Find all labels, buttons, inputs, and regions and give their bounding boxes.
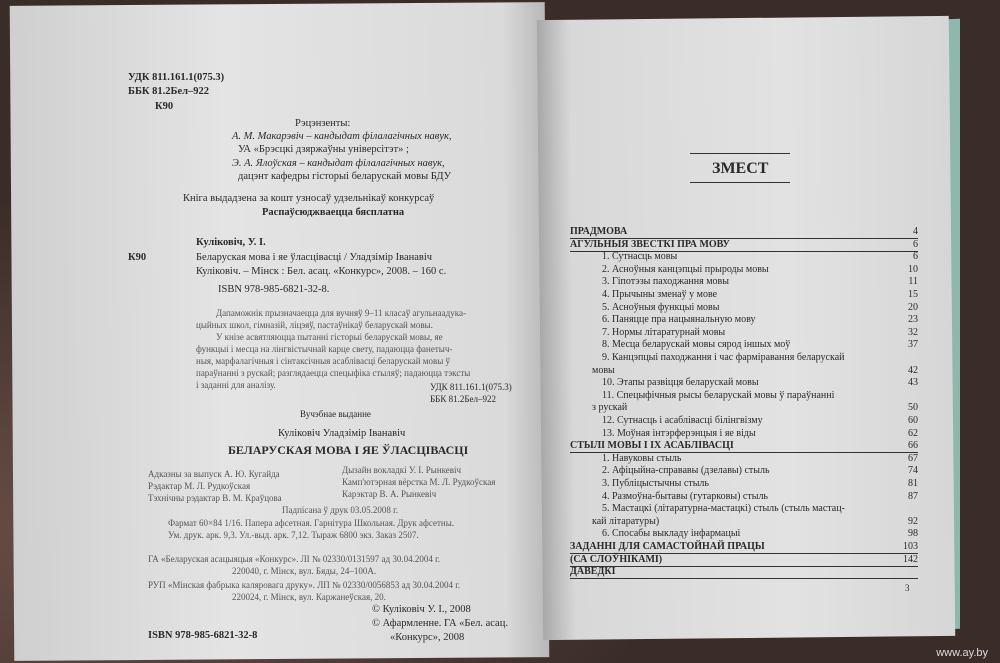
copyright-line: © Куліковіч У. І., 2008: [372, 604, 471, 615]
description-line: і заданні для аналізу.: [196, 380, 276, 390]
contents-heading: ЗМЕСТ: [712, 160, 769, 177]
isbn-bottom: ISBN 978-985-6821-32-8: [148, 630, 258, 641]
toc-entry-page: 6: [913, 251, 918, 263]
reviewers-title: Рэцэнзенты:: [295, 118, 351, 129]
toc-entry-label: 3. Публіцыстычны стыль: [602, 478, 709, 489]
catalog-pub: Куліковіч. – Мінск : Бел. асац. «Конкурс», 2008. – 160 с.: [196, 266, 447, 277]
toc-entry-label: 3. Гіпотэзы паходжання мовы: [602, 276, 729, 288]
toc-entry-label: ДАВЕДКІ: [570, 566, 616, 578]
reviewer-1-org: УА «Брэсцкі дзяржаўны універсітэт» ;: [238, 144, 409, 155]
toc-entry-page: 92: [908, 515, 918, 527]
toc-entry-label: ПРАДМОВА: [570, 226, 628, 237]
toc-entry-label: 6. Спосабы выкладу інфармацыі: [602, 528, 741, 540]
catalog-k90: К90: [128, 252, 147, 263]
toc-entry-page: 11: [908, 276, 918, 288]
udk-code-2: УДК 811.161.1(075.3): [430, 382, 512, 392]
toc-entry-label: 5. Мастацкі (літаратурна-мастацкі) стыль (стыль мастац-: [602, 503, 845, 515]
heading-rule-bottom: [690, 182, 790, 183]
toc-entry-page: 62: [908, 427, 918, 439]
toc-entry-label: СТЫЛІ МОВЫ І ІХ АСАБЛІВАСЦІ: [570, 440, 734, 452]
credit-line: Камп'ютэрная вёрстка М. Л. Рудкоўская: [342, 477, 496, 487]
published-note: Кніга выдадзена за кошт узносаў удзельнікаў конкурсаў: [183, 193, 435, 204]
toc-entry-label: 8. Месца беларускай мовы сярод іншых моў: [602, 339, 791, 351]
edition-type: Вучэбнае выданне: [300, 409, 371, 419]
description-line: ныя, марфалагічныя і сінтаксічныя асаблівасці беларускай мовы ў: [196, 356, 450, 366]
udk-code: УДК 811.161.1(075.3): [128, 72, 225, 83]
toc-entry-label: 2. Афіцыйна-справавы (дзелавы) стыль: [602, 465, 770, 477]
toc-section-rule: [570, 566, 918, 567]
toc-entry-label: мовы: [592, 364, 615, 376]
catalog-author: Кулiковіч, У. І.: [196, 237, 266, 248]
credit-line: Тэхнічны рэдактар В. М. Краўцова: [148, 493, 282, 503]
toc-entry-page: 15: [908, 289, 918, 300]
toc-entry-label: 10. Этапы развіцця беларускай мовы: [602, 377, 759, 389]
toc-entry-page: 4: [913, 226, 918, 237]
toc-entry-page: 98: [908, 528, 918, 540]
description-line: параўнанні з рускай; разглядаецца спецыфіка стыляў; падаюцца тэксты: [196, 368, 471, 378]
toc-entry-page: 50: [908, 402, 918, 414]
toc-entry-label: ЗАДАННІ ДЛЯ САМАСТОЙНАЙ ПРАЦЫ: [570, 541, 765, 552]
toc-entry-label: 13. Моўная інтэрферэнцыя і яе віды: [602, 427, 756, 439]
print-info: 220024, г. Мінск, вул. Каржанеўская, 20.: [232, 592, 386, 602]
print-info: ГА «Беларуская асацыяцыя «Конкурс». ЛІ № 02330/0131597 ад 30.04.2004 г.: [148, 554, 441, 564]
toc-entry-page: 66: [908, 440, 918, 452]
toc-entry-page: 67: [908, 452, 918, 464]
print-info: Ум. друк. арк. 9,3. Ул.-выд. арк. 7,12. Тыраж 6800 экз. Заказ 2507.: [168, 530, 419, 540]
toc-entry-label: АГУЛЬНЫЯ ЗВЕСТКІ ПРА МОВУ: [570, 238, 730, 250]
credit-line: Дызайн вокладкі У. І. Рынкевіч: [342, 465, 462, 475]
description-line: функцыі і месца на лінгвістычнай карце свету, падаюцца фанетыч-: [196, 344, 453, 354]
description-line: Дапаможнік прызначаецца для вучняў 9–11 класаў агульнаадука-: [216, 308, 466, 318]
toc-entry-page: 20: [908, 301, 918, 313]
watermark: www.ay.by: [936, 647, 988, 659]
catalog-title: Беларуская мова і яе ўласцівасці / Уладзімір Іванавіч: [196, 252, 433, 263]
credit-line: Рэдактар М. Л. Рудкоўская: [148, 481, 251, 491]
reviewer-2-org: дацэнт кафедры гісторыі беларускай мовы БДУ: [238, 171, 452, 182]
book-title: БЕЛАРУСКАЯ МОВА І ЯЕ ЎЛАСЦІВАСЦІ: [228, 443, 469, 457]
print-info: РУП «Мінская фабрыка каляровага друку». ЛП № 02330/0056853 ад 30.04.2004 г.: [148, 580, 461, 590]
toc-entry-page: 42: [908, 364, 918, 376]
print-info: Фармат 60×84 1/16. Папера афсетная. Гарнітура Школьная. Друк афсетны.: [168, 518, 455, 528]
toc-entry-page: 32: [908, 326, 918, 338]
toc-entry-page: 37: [908, 339, 918, 351]
print-info: Падпісана ў друк 03.05.2008 г.: [282, 505, 399, 515]
toc-entry-label: з рускай: [592, 402, 628, 414]
copyright-line: «Конкурс», 2008: [390, 632, 465, 643]
toc-entry-page: 103: [903, 541, 918, 552]
toc-entry-label: 1. Сутнасць мовы: [602, 251, 678, 263]
toc-entry-label: 6. Паняцце пра нацыянальную мову: [602, 314, 756, 326]
bbk-code-2: ББК 81.2Бел–922: [430, 394, 496, 404]
toc-entry-label: 4. Размоўна-бытавы (гутарковы) стыль: [602, 490, 768, 502]
credit-line: Адказны за выпуск А. Ю. Кугайда: [148, 469, 280, 479]
print-info: 220040, г. Мінск, вул. Бяды, 24–100А.: [232, 566, 377, 576]
toc-entry-page: 10: [908, 263, 918, 275]
catalog-isbn: ISBN 978-985-6821-32-8.: [218, 284, 330, 295]
reviewer-2: Э. А. Ялоўская – кандыдат філалагічных навук,: [232, 158, 445, 169]
toc-entry-label: 1. Навуковы стыль: [602, 452, 682, 464]
k90-code: К90: [155, 101, 174, 112]
toc-entry-label: 11. Спецыфічныя рысы беларускай мовы ў параўнанні: [602, 389, 835, 401]
toc-entry-label: 5. Асноўныя функцыі мовы: [602, 301, 720, 313]
toc-entry-page: 81: [908, 478, 918, 489]
page-number: 3: [905, 583, 910, 593]
toc-entry-page: 74: [908, 465, 918, 477]
toc-section-rule: [570, 578, 918, 579]
author-full: Куліковіч Уладзімір Іванавіч: [278, 428, 406, 439]
toc-entry-label: 12. Сутнасць і асаблівасці білінгвізму: [602, 415, 763, 426]
toc-entry-label: 2. Асноўныя канцэпцыі прыроды мовы: [602, 263, 769, 275]
toc-entry-label: 9. Канцэпцыі паходжання і час фарміравання беларускай: [602, 352, 845, 363]
toc-entry-page: 23: [908, 314, 918, 326]
copyright-line: © Афармленне. ГА «Бел. асац.: [372, 618, 508, 629]
toc-entry-page: 87: [908, 490, 918, 502]
free-distribution: Распаўсюджваецца бясплатна: [262, 207, 405, 218]
description-line: цыйных школ, гімназій, ліцэяў, пастаўнікаў беларускай мовы.: [196, 320, 433, 330]
credit-line: Карэктар В. А. Рынкевіч: [342, 489, 437, 499]
toc-entry-label: 7. Нормы літаратурнай мовы: [602, 326, 726, 338]
bbk-code: ББК 81.2Бел–922: [128, 86, 209, 97]
toc-entry-page: 43: [908, 377, 918, 389]
toc-entry-label: кай літаратуры): [592, 515, 660, 527]
description-line: У кнізе асвятляюцца пытанні гісторыі беларускай мовы, яе: [216, 332, 443, 342]
heading-rule-top: [690, 153, 790, 154]
toc-entry-page: 6: [913, 238, 918, 250]
reviewer-1: А. М. Макарэвіч – кандыдат філалагічных навук,: [232, 131, 452, 142]
toc-entry-page: 60: [908, 415, 918, 426]
toc-entry-label: 4. Прычыны зменаў у мове: [602, 289, 718, 300]
toc-entry-label: (СА СЛОЎНІКАМІ): [570, 553, 663, 565]
toc-entry-page: 142: [903, 553, 918, 565]
